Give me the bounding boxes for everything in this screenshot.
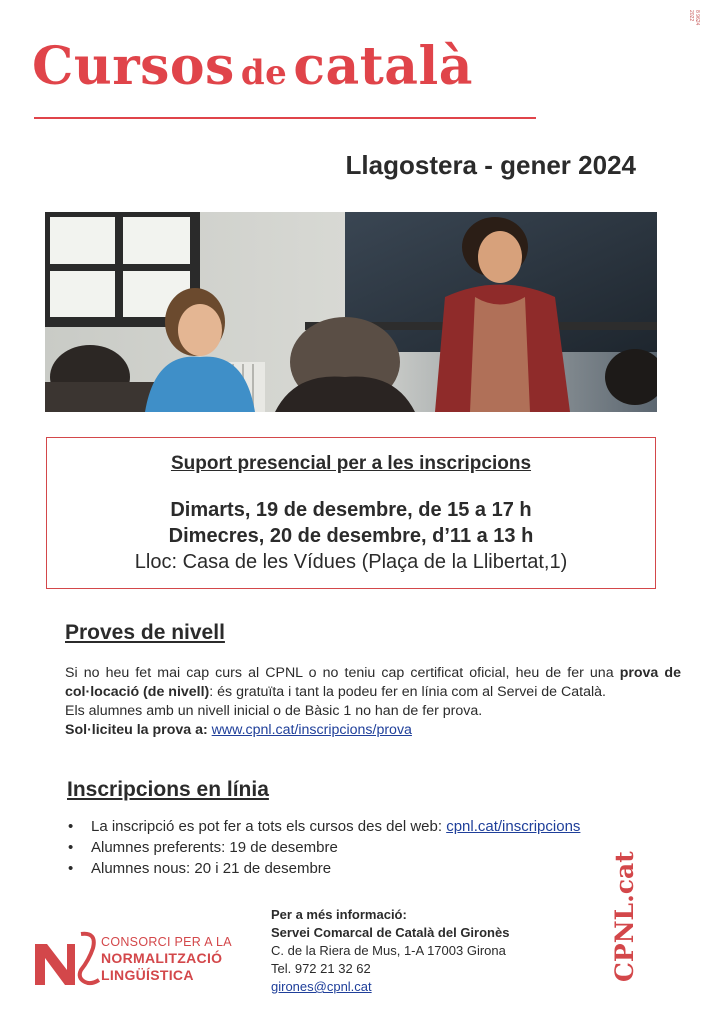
cpnl-logo-icon [33,930,103,990]
proves-p1-bold: prova de col·locació (de nivell) [65,665,681,700]
list-item [66,858,580,879]
location-date: Llagostera - gener 2024 [345,150,636,180]
list-item-text: La inscripció es pot fer a tots els cursos des del web: [91,818,447,835]
contact-address: C. de la Riera de Mus, 1-A 17003 Girona [271,943,506,958]
contact-phone: Tel. 972 21 32 62 [271,961,371,976]
logo-text [101,935,232,984]
bullet-icon: • [68,818,74,835]
proves-heading: Proves de nivell [65,621,225,644]
list-item-text: Alumnes nous: 20 i 21 de desembre [91,860,332,877]
classroom-photo [45,212,657,412]
title-main: Cursos [32,36,235,97]
page-title [32,36,473,97]
document-code: 8 9624 2022 [688,10,700,26]
proves-link[interactable]: www.cpnl.cat/inscripcions/prova [211,722,412,738]
proves-p1-text: Si no heu fet mai cap curs al CPNL o no teniu cap certificat oficial, heu de fer una [65,665,620,681]
proves-paragraph-3 [65,721,681,740]
title-connector: de [240,53,288,93]
proves-paragraph-2: Els alumnes amb un nivell inicial o de Bàsic 1 no han de fer prova. [65,703,483,719]
contact-email-link[interactable]: girones@cpnl.cat [271,979,372,994]
support-box [46,437,656,589]
inscripcions-list [66,816,580,879]
logo-line-1: CONSORCI PER A LA [101,935,232,949]
proves-p1-text-end: : és gratuïta i tant la podeu fer en línia com al Servei de Català. [209,684,606,700]
contact-info [271,906,509,996]
title-end: català [293,36,473,97]
title-divider [34,117,536,119]
proves-p3-bold: Sol·liciteu la prova a: [65,722,208,738]
support-title: Suport presencial per a les inscripcions [170,453,532,474]
proves-paragraph-1 [65,664,681,702]
bullet-icon: • [68,839,74,856]
support-date-wednesday: Dimecres, 20 de desembre, d’11 a 13 h [168,525,534,547]
proves-body [65,664,681,740]
logo-line-2: NORMALITZACIÓ [101,950,223,966]
support-place: Lloc: Casa de les Vídues (Plaça de la Llibertat,1) [134,551,568,573]
list-item-text: Alumnes preferents: 19 de desembre [91,839,338,856]
cpnl-site-vertical: CPNL.cat [610,851,639,982]
support-date-tuesday: Dimarts, 19 de desembre, de 15 a 17 h [170,499,532,521]
inscripcions-link[interactable]: cpnl.cat/inscripcions [446,818,581,835]
inscripcions-heading: Inscripcions en línia [67,778,269,801]
list-item [66,837,580,858]
logo-line-3: LINGÜÍSTICA [101,967,194,983]
contact-org: Servei Comarcal de Català del Gironès [271,925,510,940]
contact-heading: Per a més informació: [271,907,407,922]
bullet-icon: • [68,860,74,877]
list-item [66,816,580,837]
